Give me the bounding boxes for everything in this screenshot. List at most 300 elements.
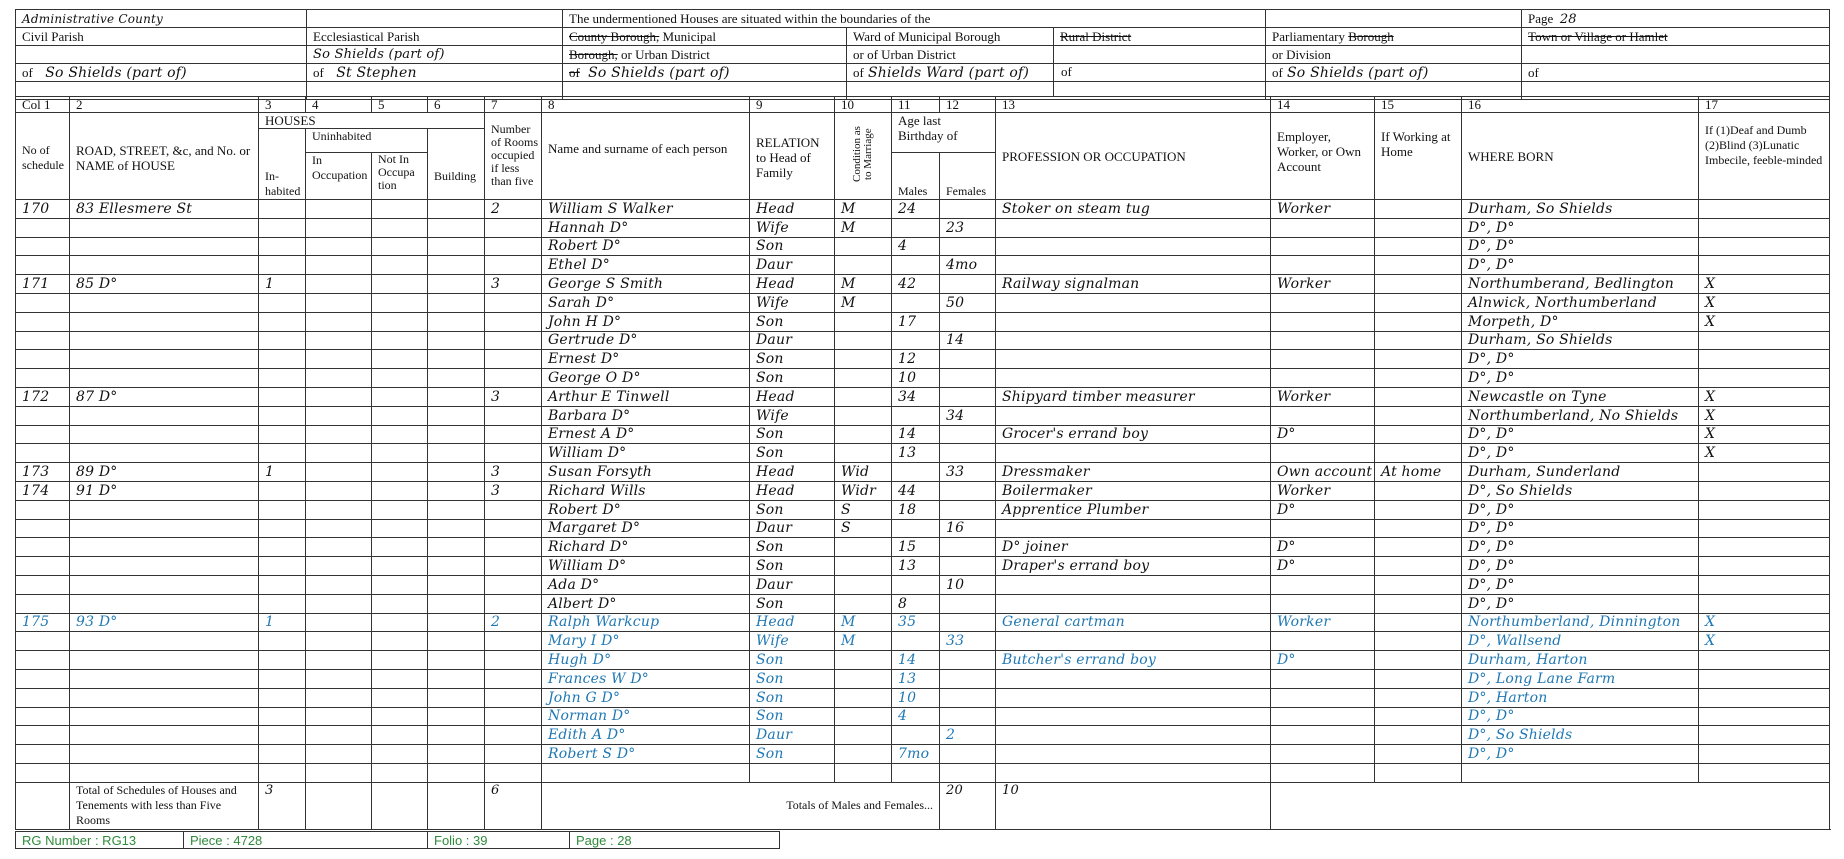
col-9-number: 9 xyxy=(750,97,835,113)
not-in-occupation-cell xyxy=(372,481,428,500)
employment-status: Worker xyxy=(1271,200,1375,219)
rooms-count xyxy=(485,500,542,519)
marital-condition: S xyxy=(835,519,892,538)
inhabited-count xyxy=(259,651,306,670)
occupation xyxy=(996,312,1271,331)
in-occupation-cell xyxy=(306,500,372,519)
page-value: 28 xyxy=(1559,11,1577,27)
female-age xyxy=(940,200,996,219)
building-cell xyxy=(428,613,485,632)
rooms-header: Number of Rooms occupied if less than five xyxy=(485,113,542,200)
inhabited-count xyxy=(259,481,306,500)
female-age xyxy=(940,237,996,256)
relation: Son xyxy=(750,369,835,388)
table-row xyxy=(16,575,1830,594)
marital-condition xyxy=(835,594,892,613)
house-address xyxy=(70,350,259,369)
marital-condition xyxy=(835,538,892,557)
table-row xyxy=(16,444,1830,463)
birthplace: D°, D° xyxy=(1462,237,1699,256)
table-row xyxy=(16,481,1830,500)
occupation xyxy=(996,688,1271,707)
borough-of-value: So Shields (part of) xyxy=(588,64,730,81)
civil-parish-value: So Shields (part of) xyxy=(45,64,187,81)
town-of: of xyxy=(1522,64,1830,82)
not-in-occupation-cell xyxy=(372,425,428,444)
building-cell xyxy=(428,369,485,388)
relation: Head xyxy=(750,481,835,500)
inhabited-count xyxy=(259,575,306,594)
road-street-header: ROAD, STREET, &c, and No. or NAME of HOUSE xyxy=(70,113,259,200)
male-age xyxy=(892,406,940,425)
house-address: 85 D° xyxy=(70,275,259,294)
person-name: William S Walker xyxy=(542,200,750,219)
person-name: Gertrude D° xyxy=(542,331,750,350)
eccl-parish-value: So Shields (part of) xyxy=(307,46,563,64)
relation: Daur xyxy=(750,331,835,350)
birthplace xyxy=(1462,763,1699,782)
relation: Head xyxy=(750,463,835,482)
not-in-occupation-cell xyxy=(372,406,428,425)
in-occupation-cell xyxy=(306,669,372,688)
male-age: 24 xyxy=(892,200,940,219)
person-name: William D° xyxy=(542,444,750,463)
male-age: 35 xyxy=(892,613,940,632)
inhabited-count xyxy=(259,538,306,557)
birthplace: Northumberland, Dinnington xyxy=(1462,613,1699,632)
census-table xyxy=(15,96,1830,830)
building-cell xyxy=(428,688,485,707)
working-at-home xyxy=(1375,256,1462,275)
building-cell xyxy=(428,594,485,613)
rooms-count: 3 xyxy=(485,463,542,482)
table-row xyxy=(16,293,1830,312)
infirmity xyxy=(1699,369,1830,388)
schedule-number xyxy=(16,557,70,576)
in-occupation-cell xyxy=(306,632,372,651)
houses-header: HOUSES xyxy=(259,113,485,129)
employment-status xyxy=(1271,594,1375,613)
ward-of xyxy=(847,64,1266,82)
relation: Son xyxy=(750,538,835,557)
totals-rooms: 6 xyxy=(485,782,542,829)
person-name: Robert D° xyxy=(542,500,750,519)
female-age xyxy=(940,312,996,331)
schedule-number xyxy=(16,726,70,745)
infirmity: X xyxy=(1699,275,1830,294)
eccl-of xyxy=(307,64,563,82)
building-header: Building xyxy=(428,129,485,200)
occupation xyxy=(996,331,1271,350)
female-age xyxy=(940,538,996,557)
not-in-occupation-cell xyxy=(372,444,428,463)
parl-text: Parliamentary xyxy=(1272,28,1345,44)
inhabited-count xyxy=(259,444,306,463)
house-address xyxy=(70,726,259,745)
occupation: Stoker on steam tug xyxy=(996,200,1271,219)
male-age: 8 xyxy=(892,594,940,613)
employment-status xyxy=(1271,444,1375,463)
working-at-home xyxy=(1375,218,1462,237)
person-name: Richard D° xyxy=(542,538,750,557)
not-in-occupation-cell xyxy=(372,688,428,707)
working-at-home xyxy=(1375,331,1462,350)
inhabited-header: In- habited xyxy=(259,129,306,200)
col-4-number: 4 xyxy=(306,97,372,113)
infirmity xyxy=(1699,557,1830,576)
employment-status xyxy=(1271,331,1375,350)
not-in-occupation-cell xyxy=(372,387,428,406)
relation: Son xyxy=(750,444,835,463)
table-row xyxy=(16,350,1830,369)
inhabited-count xyxy=(259,763,306,782)
parl-blank xyxy=(1266,10,1522,28)
male-age: 14 xyxy=(892,651,940,670)
male-age xyxy=(892,218,940,237)
profession-header: PROFESSION OR OCCUPATION xyxy=(996,113,1271,200)
not-in-occupation-cell xyxy=(372,594,428,613)
in-occupation-cell xyxy=(306,557,372,576)
occupation: Butcher's errand boy xyxy=(996,651,1271,670)
male-age xyxy=(892,726,940,745)
rooms-count xyxy=(485,575,542,594)
inhabited-count xyxy=(259,669,306,688)
male-age: 13 xyxy=(892,444,940,463)
house-address xyxy=(70,444,259,463)
rooms-count xyxy=(485,406,542,425)
working-at-home xyxy=(1375,651,1462,670)
house-address xyxy=(70,218,259,237)
inhabited-count xyxy=(259,369,306,388)
relation: Wife xyxy=(750,293,835,312)
occupation xyxy=(996,237,1271,256)
infirmity: X xyxy=(1699,293,1830,312)
rooms-count xyxy=(485,444,542,463)
col-6-number: 6 xyxy=(428,97,485,113)
house-address xyxy=(70,632,259,651)
col-2-number: 2 xyxy=(70,97,259,113)
inhabited-count: 1 xyxy=(259,463,306,482)
occupation xyxy=(996,350,1271,369)
infirmity xyxy=(1699,500,1830,519)
house-address: 87 D° xyxy=(70,387,259,406)
rural-district-struck: Rural District xyxy=(1060,29,1132,44)
in-occupation-cell xyxy=(306,575,372,594)
not-in-occupation-cell xyxy=(372,331,428,350)
in-occupation-cell xyxy=(306,331,372,350)
table-row xyxy=(16,500,1830,519)
or-division-label: or Division xyxy=(1266,46,1522,64)
employment-status xyxy=(1271,350,1375,369)
male-age: 17 xyxy=(892,312,940,331)
boundaries-text: The undermentioned Houses are situated within the boundaries of the xyxy=(563,10,1266,28)
working-at-home xyxy=(1375,444,1462,463)
relation: Son xyxy=(750,425,835,444)
house-address xyxy=(70,312,259,331)
uninhabited-header: Uninhabited xyxy=(306,129,428,153)
building-cell xyxy=(428,444,485,463)
col-16-number: 16 xyxy=(1462,97,1699,113)
county-borough-struck: County Borough, xyxy=(569,28,660,44)
person-name: Norman D° xyxy=(542,707,750,726)
marital-condition: M xyxy=(835,613,892,632)
urban-district-label xyxy=(563,46,847,64)
schedule-number: 172 xyxy=(16,387,70,406)
marital-condition xyxy=(835,350,892,369)
birthplace: D°, D° xyxy=(1462,745,1699,764)
female-age: 33 xyxy=(940,463,996,482)
schedule-number xyxy=(16,669,70,688)
person-name: Ernest D° xyxy=(542,350,750,369)
rooms-count xyxy=(485,557,542,576)
in-occupation-cell xyxy=(306,538,372,557)
parl-of xyxy=(1266,64,1522,82)
not-in-occupation-cell xyxy=(372,237,428,256)
building-cell xyxy=(428,707,485,726)
inhabited-count xyxy=(259,387,306,406)
table-row xyxy=(16,651,1830,670)
marital-condition xyxy=(835,707,892,726)
person-name: Frances W D° xyxy=(542,669,750,688)
employment-status: D° xyxy=(1271,557,1375,576)
person-name: John H D° xyxy=(542,312,750,331)
where-born-header: WHERE BORN xyxy=(1462,113,1699,200)
relation: Daur xyxy=(750,519,835,538)
inhabited-count xyxy=(259,726,306,745)
birthplace: D°, D° xyxy=(1462,218,1699,237)
employment-status xyxy=(1271,669,1375,688)
rooms-count: 2 xyxy=(485,613,542,632)
female-age xyxy=(940,651,996,670)
marital-condition xyxy=(835,557,892,576)
rooms-count xyxy=(485,369,542,388)
birthplace: D°, So Shields xyxy=(1462,481,1699,500)
table-row xyxy=(16,275,1830,294)
inhabited-count xyxy=(259,519,306,538)
marital-condition xyxy=(835,726,892,745)
schedule-number xyxy=(16,425,70,444)
inhabited-count xyxy=(259,312,306,331)
rooms-count: 2 xyxy=(485,200,542,219)
employment-status xyxy=(1271,632,1375,651)
census-header xyxy=(15,9,1830,100)
rooms-count: 3 xyxy=(485,275,542,294)
table-row xyxy=(16,425,1830,444)
not-in-occupation-cell xyxy=(372,275,428,294)
building-cell xyxy=(428,763,485,782)
rooms-count: 3 xyxy=(485,481,542,500)
working-at-home xyxy=(1375,519,1462,538)
female-age: 34 xyxy=(940,406,996,425)
building-cell xyxy=(428,575,485,594)
table-row xyxy=(16,745,1830,764)
working-at-home xyxy=(1375,387,1462,406)
employment-status xyxy=(1271,688,1375,707)
inhabited-count xyxy=(259,632,306,651)
male-age xyxy=(892,575,940,594)
not-in-occupation-cell xyxy=(372,312,428,331)
female-age xyxy=(940,707,996,726)
occupation: General cartman xyxy=(996,613,1271,632)
birthplace: D°, D° xyxy=(1462,425,1699,444)
eccl-parish-label: Ecclesiastical Parish xyxy=(307,28,563,46)
person-name: Barbara D° xyxy=(542,406,750,425)
person-name: Mary I D° xyxy=(542,632,750,651)
person-name: Ernest A D° xyxy=(542,425,750,444)
ward-label-2: or of Urban District xyxy=(847,46,1266,64)
house-address xyxy=(70,538,259,557)
of-label: of xyxy=(853,64,864,80)
relation xyxy=(750,763,835,782)
building-cell xyxy=(428,387,485,406)
building-cell xyxy=(428,519,485,538)
person-name: Ethel D° xyxy=(542,256,750,275)
employment-status xyxy=(1271,237,1375,256)
working-at-home xyxy=(1375,707,1462,726)
relation: Son xyxy=(750,594,835,613)
employment-status xyxy=(1271,745,1375,764)
male-age: 4 xyxy=(892,707,940,726)
infirmity: X xyxy=(1699,613,1830,632)
marital-condition xyxy=(835,669,892,688)
table-row xyxy=(16,632,1830,651)
table-row xyxy=(16,557,1830,576)
col-11-number: 11 xyxy=(892,97,940,113)
building-cell xyxy=(428,350,485,369)
building-cell xyxy=(428,293,485,312)
working-at-home xyxy=(1375,425,1462,444)
in-occupation-cell xyxy=(306,218,372,237)
inhabited-count xyxy=(259,500,306,519)
totals-empty xyxy=(1271,782,1830,829)
female-age xyxy=(940,350,996,369)
building-cell xyxy=(428,312,485,331)
male-age: 18 xyxy=(892,500,940,519)
male-age: 12 xyxy=(892,350,940,369)
female-age: 10 xyxy=(940,575,996,594)
working-at-home xyxy=(1375,745,1462,764)
employment-status xyxy=(1271,726,1375,745)
females-header: Females xyxy=(940,153,996,200)
inhabited-count xyxy=(259,200,306,219)
employment-status xyxy=(1271,218,1375,237)
parl-of-value: So Shields (part of) xyxy=(1287,64,1429,81)
house-address xyxy=(70,688,259,707)
inhabited-count xyxy=(259,688,306,707)
infirmity xyxy=(1699,519,1830,538)
occupation xyxy=(996,594,1271,613)
working-at-home xyxy=(1375,481,1462,500)
marital-condition xyxy=(835,745,892,764)
eccl-of-value: St Stephen xyxy=(336,64,417,81)
male-age xyxy=(892,331,940,350)
schedule-number xyxy=(16,651,70,670)
in-occupation-header: In Occupation xyxy=(306,153,372,200)
not-in-occupation-cell xyxy=(372,669,428,688)
person-name: Albert D° xyxy=(542,594,750,613)
person-name: Robert D° xyxy=(542,237,750,256)
schedule-number xyxy=(16,312,70,331)
employment-status: D° xyxy=(1271,425,1375,444)
birthplace: D°, D° xyxy=(1462,594,1699,613)
working-at-home xyxy=(1375,688,1462,707)
female-age xyxy=(940,594,996,613)
female-age xyxy=(940,745,996,764)
birthplace: Alnwick, Northumberland xyxy=(1462,293,1699,312)
in-occupation-cell xyxy=(306,594,372,613)
rural-district-divider xyxy=(1053,45,1054,96)
employment-status: Own account xyxy=(1271,463,1375,482)
employment-status xyxy=(1271,707,1375,726)
marital-condition xyxy=(835,312,892,331)
occupation: Dressmaker xyxy=(996,463,1271,482)
female-age xyxy=(940,688,996,707)
civil-parish-label: Civil Parish xyxy=(16,28,307,46)
birthplace: D°, D° xyxy=(1462,500,1699,519)
totals-females: 10 xyxy=(996,782,1271,829)
rural-of-label: of xyxy=(1061,64,1072,79)
birthplace: D°, D° xyxy=(1462,538,1699,557)
infirmity: X xyxy=(1699,312,1830,331)
parliamentary-label xyxy=(1266,28,1522,46)
infirmity xyxy=(1699,237,1830,256)
rooms-count xyxy=(485,594,542,613)
table-row xyxy=(16,406,1830,425)
in-occupation-cell xyxy=(306,763,372,782)
infirmity xyxy=(1699,669,1830,688)
rooms-count xyxy=(485,331,542,350)
infirmity xyxy=(1699,575,1830,594)
schedule-number xyxy=(16,331,70,350)
person-name: William D° xyxy=(542,557,750,576)
house-address xyxy=(70,500,259,519)
person-name: Hannah D° xyxy=(542,218,750,237)
male-age: 10 xyxy=(892,688,940,707)
male-age: 44 xyxy=(892,481,940,500)
working-at-home xyxy=(1375,632,1462,651)
house-address: 83 Ellesmere St xyxy=(70,200,259,219)
male-age xyxy=(892,256,940,275)
working-at-home xyxy=(1375,726,1462,745)
infirmity xyxy=(1699,463,1830,482)
totals-sex-label: Totals of Males and Females... xyxy=(542,782,940,829)
schedule-number xyxy=(16,293,70,312)
not-in-occupation-cell xyxy=(372,369,428,388)
employment-status xyxy=(1271,293,1375,312)
female-age: 2 xyxy=(940,726,996,745)
col-12-number: 12 xyxy=(940,97,996,113)
male-age: 14 xyxy=(892,425,940,444)
not-in-occupation-cell xyxy=(372,293,428,312)
table-row xyxy=(16,200,1830,219)
inhabited-count xyxy=(259,425,306,444)
marital-condition: S xyxy=(835,500,892,519)
inhabited-count xyxy=(259,256,306,275)
not-in-occupation-cell xyxy=(372,632,428,651)
relation: Head xyxy=(750,613,835,632)
not-in-occupation-cell xyxy=(372,538,428,557)
relation: Head xyxy=(750,275,835,294)
relation: Son xyxy=(750,651,835,670)
marital-condition xyxy=(835,387,892,406)
birthplace: D°, Long Lane Farm xyxy=(1462,669,1699,688)
female-age: 33 xyxy=(940,632,996,651)
person-name: Arthur E Tinwell xyxy=(542,387,750,406)
admin-county-label: Administrative County xyxy=(16,10,307,28)
folio-number: Folio : 39 xyxy=(428,832,570,849)
rooms-count xyxy=(485,688,542,707)
working-at-home xyxy=(1375,293,1462,312)
